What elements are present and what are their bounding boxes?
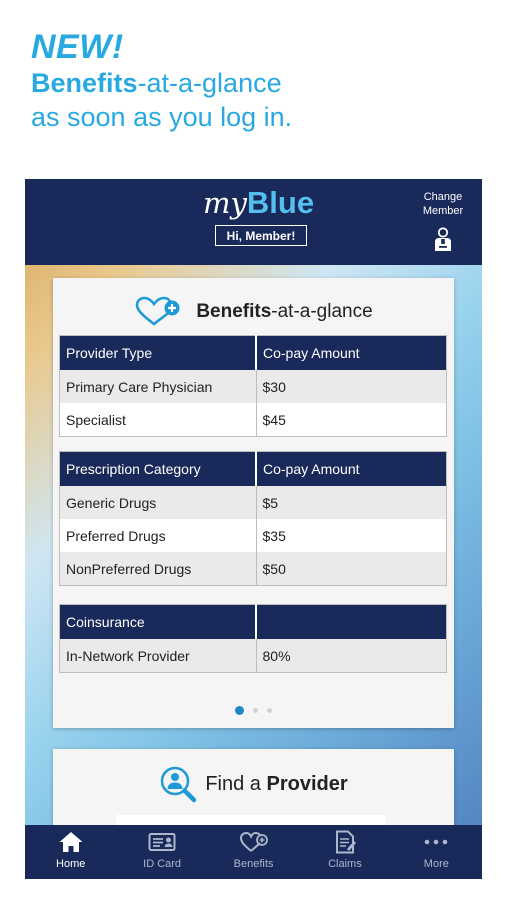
nav-label: Benefits xyxy=(233,858,274,870)
provider-copay-table xyxy=(59,335,447,437)
nav-label: Claims xyxy=(328,858,362,870)
table-row xyxy=(60,370,447,403)
bottom-navigation xyxy=(25,825,482,879)
greeting-badge: Hi, Member! xyxy=(215,225,307,246)
logo-my: my xyxy=(203,186,247,220)
nav-home[interactable] xyxy=(25,825,116,879)
find-provider-label xyxy=(205,773,347,796)
benefits-card-heading xyxy=(196,301,372,323)
column-header xyxy=(256,605,447,640)
table-header-row xyxy=(60,336,447,371)
benefits-card xyxy=(53,278,454,728)
id-card-icon xyxy=(148,830,176,854)
carousel-dot-active[interactable] xyxy=(235,706,244,715)
person-icon[interactable] xyxy=(433,227,453,252)
promo-at-a-glance: -at-a-glance xyxy=(137,68,282,98)
nav-label: ID Card xyxy=(143,858,182,870)
logo-blue: Blue xyxy=(246,185,315,220)
carousel-dot[interactable] xyxy=(253,708,258,713)
claims-icon xyxy=(333,830,357,854)
promo-new-label: NEW! xyxy=(31,28,124,66)
nav-label: More xyxy=(423,858,449,870)
promo-line-2: as soon as you log in. xyxy=(31,102,293,132)
provider-bold-text: Provider xyxy=(266,772,348,795)
promo-line-1 xyxy=(31,66,292,100)
coinsurance-table xyxy=(59,604,447,673)
table-cell: $5 xyxy=(256,486,447,519)
table-cell: Generic Drugs xyxy=(60,486,257,519)
nav-more[interactable] xyxy=(391,825,482,879)
table-cell: $50 xyxy=(256,552,447,586)
table-row xyxy=(60,552,447,586)
table-cell: $35 xyxy=(256,519,447,552)
home-icon xyxy=(58,830,84,854)
promo-headline xyxy=(31,28,292,134)
benefits-at-a-glance: -at-a-glance xyxy=(271,301,373,322)
column-header: Co-pay Amount xyxy=(256,452,447,487)
find-a-text: Find a xyxy=(205,772,267,795)
find-provider-button[interactable] xyxy=(53,763,454,805)
table-header-row xyxy=(60,605,447,640)
table-cell: Specialist xyxy=(60,403,257,437)
carousel-indicator xyxy=(53,706,454,715)
prescription-copay-table xyxy=(59,451,447,586)
table-cell: Primary Care Physician xyxy=(60,370,257,403)
nav-benefits[interactable] xyxy=(208,825,299,879)
heart-plus-icon xyxy=(239,830,269,854)
nav-label: Home xyxy=(56,858,86,870)
table-cell: Preferred Drugs xyxy=(60,519,257,552)
table-header-row xyxy=(60,452,447,487)
promo-benefits-bold: Benefits xyxy=(31,68,138,98)
app-header xyxy=(25,179,482,265)
carousel-dot[interactable] xyxy=(267,708,272,713)
change-label-1: Change xyxy=(423,191,463,203)
table-cell: 80% xyxy=(256,639,447,673)
column-header: Prescription Category xyxy=(60,452,257,487)
table-row xyxy=(60,519,447,552)
column-header: Provider Type xyxy=(60,336,257,371)
nav-claims[interactable] xyxy=(299,825,390,879)
benefits-card-title xyxy=(53,292,454,332)
table-cell: NonPreferred Drugs xyxy=(60,552,257,586)
change-label-2: Member xyxy=(422,205,464,217)
heart-plus-icon xyxy=(134,296,182,328)
table-row xyxy=(60,403,447,437)
table-cell: $30 xyxy=(256,370,447,403)
more-icon xyxy=(422,830,450,854)
find-provider-icon xyxy=(159,765,197,803)
change-member-button[interactable] xyxy=(415,190,471,218)
table-row xyxy=(60,639,447,673)
nav-id-card[interactable] xyxy=(116,825,207,879)
app-screen xyxy=(25,179,482,879)
column-header: Co-pay Amount xyxy=(256,336,447,371)
table-cell: In-Network Provider xyxy=(60,639,257,673)
benefits-bold: Benefits xyxy=(196,301,272,322)
column-header: Coinsurance xyxy=(60,605,257,640)
myblue-logo xyxy=(203,185,314,221)
table-cell: $45 xyxy=(256,403,447,437)
table-row xyxy=(60,486,447,519)
